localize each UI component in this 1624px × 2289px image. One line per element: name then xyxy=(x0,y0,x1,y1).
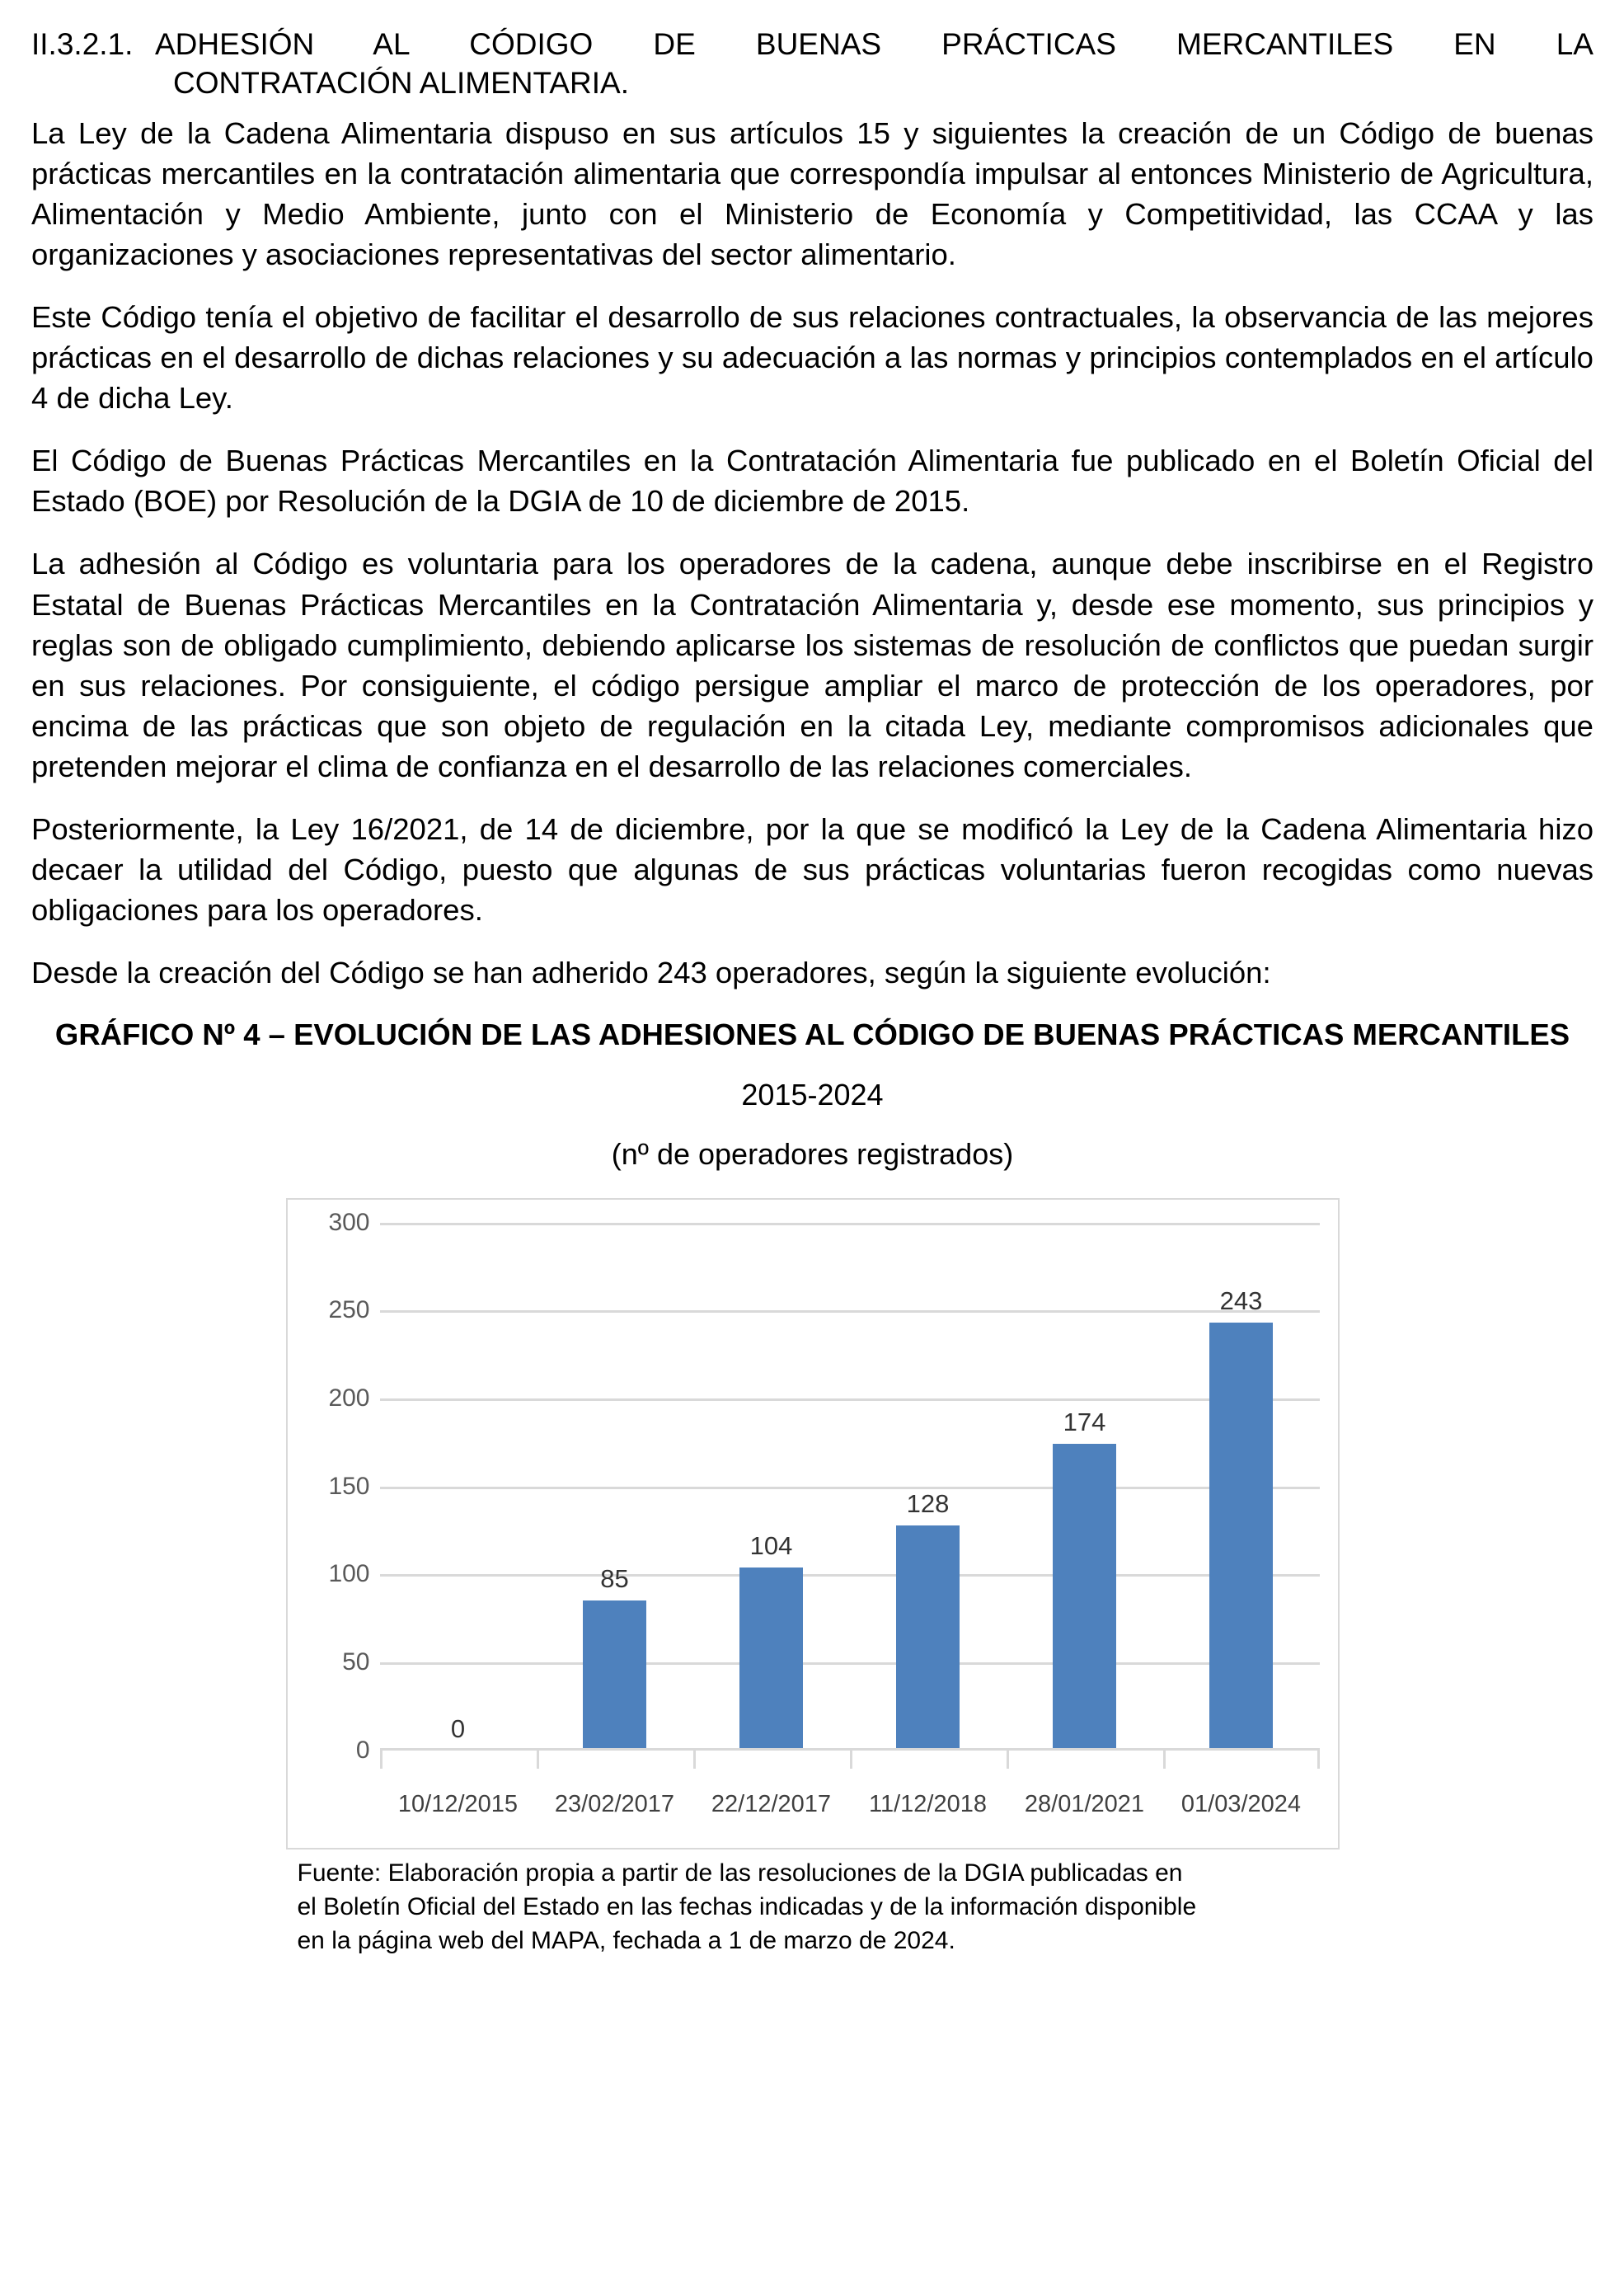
bar-cell xyxy=(380,1223,537,1751)
y-axis-tick-label: 150 xyxy=(328,1472,370,1500)
source-line-1: Fuente: Elaboración propia a partir de las resoluciones de la DGIA publicadas en xyxy=(297,1859,1183,1887)
chart-source-note xyxy=(286,1856,1340,1958)
chart-plot-area xyxy=(328,1208,1320,1764)
chart-block xyxy=(31,1015,1593,1958)
x-axis-tick-label: 10/12/2015 xyxy=(397,1790,519,1817)
bar xyxy=(583,1600,647,1750)
bar-cell xyxy=(693,1223,850,1751)
paragraph-2: Este Código tenía el objetivo de facilitar el desarrollo de sus relaciones contractuales, la observancia de las mejores prácticas en el desarrollo de dichas relaciones y su adecuación a las normas y principios contemplados en el artículo 4 de dicha Ley. xyxy=(31,300,1593,416)
section-number: II.3.2.1. xyxy=(31,27,134,61)
x-axis-tick-label: 22/12/2017 xyxy=(711,1790,832,1817)
bar-cell xyxy=(1007,1223,1163,1751)
paragraph-6: Desde la creación del Código se han adherido 243 operadores, según la siguiente evolución: xyxy=(31,956,1271,990)
x-axis-tick xyxy=(1007,1751,1163,1769)
x-axis-tick-label: 23/02/2017 xyxy=(554,1790,675,1817)
x-axis-tick-label: 28/01/2021 xyxy=(1024,1790,1145,1817)
bar xyxy=(896,1525,960,1751)
section-heading xyxy=(31,25,1593,103)
x-axis-tick xyxy=(1163,1751,1320,1769)
page-content xyxy=(31,25,1593,1958)
source-line-3: en la página web del MAPA, fechada a 1 de marzo de 2024. xyxy=(297,1926,955,1954)
bar xyxy=(739,1568,804,1751)
y-axis-tick-label: 200 xyxy=(328,1384,370,1412)
section-heading-line-2: CONTRATACIÓN ALIMENTARIA. xyxy=(173,66,629,101)
paragraph-5: Posteriormente, la Ley 16/2021, de 14 de diciembre, por la que se modificó la Ley de la Cadena Alimentaria hizo decaer la utilidad del Código, puesto que algunas de sus prácticas voluntarias fueron recogidas como nuevas obligaciones para los operadores. xyxy=(31,811,1593,928)
paragraph-1: La Ley de la Cadena Alimentaria dispuso en sus artículos 15 y siguientes la creación de un Código de buenas prácticas mercantiles en la contratación alimentaria que correspondía impulsar al entonces Ministerio de Agricultura, Alimentación y Medio Ambiente, junto con el Ministerio de Economía y Competitividad, las CCAA y las organizaciones y asociaciones representativas del sector alimentario. xyxy=(31,115,1593,271)
section-heading-line-1: ADHESIÓN AL CÓDIGO DE BUENAS PRÁCTICAS MERCANTILES EN LA xyxy=(155,27,1593,61)
x-axis-tick xyxy=(380,1751,537,1769)
bar-value-label: 0 xyxy=(450,1713,466,1743)
chart-x-axis-labels xyxy=(380,1791,1320,1818)
bar-cell xyxy=(850,1223,1007,1751)
x-axis-tick-label: 11/12/2018 xyxy=(869,1790,987,1817)
chart-bars xyxy=(380,1223,1320,1751)
chart-x-axis-ticks xyxy=(380,1751,1320,1769)
chart-title: GRÁFICO Nº 4 – EVOLUCIÓN DE LAS ADHESIONES AL CÓDIGO DE BUENAS PRÁCTICAS MERCANTILES xyxy=(54,1018,1570,1052)
bar-cell xyxy=(1163,1223,1320,1751)
y-axis-tick-label: 100 xyxy=(328,1560,370,1588)
x-axis-tick-label: 01/03/2024 xyxy=(1180,1790,1302,1817)
paragraph-3: El Código de Buenas Prácticas Mercantiles en la Contratación Alimentaria fue publicado en el Boletín Oficial del Estado (BOE) por Resolución de la DGIA de 10 de diciembre de 2015. xyxy=(31,444,1593,519)
chart-subtitle: 2015-2024 xyxy=(741,1077,884,1112)
x-axis-tick xyxy=(693,1751,850,1769)
bar-value-label: 243 xyxy=(1219,1286,1263,1316)
chart-units-label: (nº de operadores registrados) xyxy=(611,1136,1014,1171)
y-axis-tick-label: 300 xyxy=(328,1208,370,1236)
bar-value-label: 128 xyxy=(906,1488,950,1518)
chart-y-axis-labels xyxy=(298,1208,370,1764)
y-axis-tick-label: 250 xyxy=(328,1296,370,1324)
paragraph-4: La adhesión al Código es voluntaria para los operadores de la cadena, aunque debe inscribirse en el Registro Estatal de Buenas Prácticas Mercantiles en la Contratación Alimentaria y, desde ese momento, sus principios y reglas son de obligado cumplimiento, debiendo aplicarse los sistemas de resolución de conflictos que puedan surgir en sus relaciones. Por consiguiente, el código persigue ampliar el marco de protección de los operadores, por encima de las prácticas que son objeto de regulación en la citada Ley, mediante compromisos adicionales que pretenden mejorar el clima de confianza en el desarrollo de las relaciones comerciales. xyxy=(31,547,1593,783)
bar xyxy=(1053,1444,1117,1750)
bar-value-label: 85 xyxy=(600,1564,629,1594)
chart-frame xyxy=(286,1198,1340,1850)
y-axis-tick-label: 50 xyxy=(342,1647,370,1676)
bar-cell xyxy=(537,1223,693,1751)
bar xyxy=(1209,1323,1274,1750)
x-axis-tick xyxy=(537,1751,693,1769)
source-line-2: el Boletín Oficial del Estado en las fechas indicadas y de la información disponible xyxy=(297,1892,1197,1920)
bar-value-label: 174 xyxy=(1063,1408,1106,1437)
x-axis-tick xyxy=(850,1751,1007,1769)
y-axis-tick-label: 0 xyxy=(355,1736,370,1764)
bar-value-label: 104 xyxy=(749,1530,793,1560)
